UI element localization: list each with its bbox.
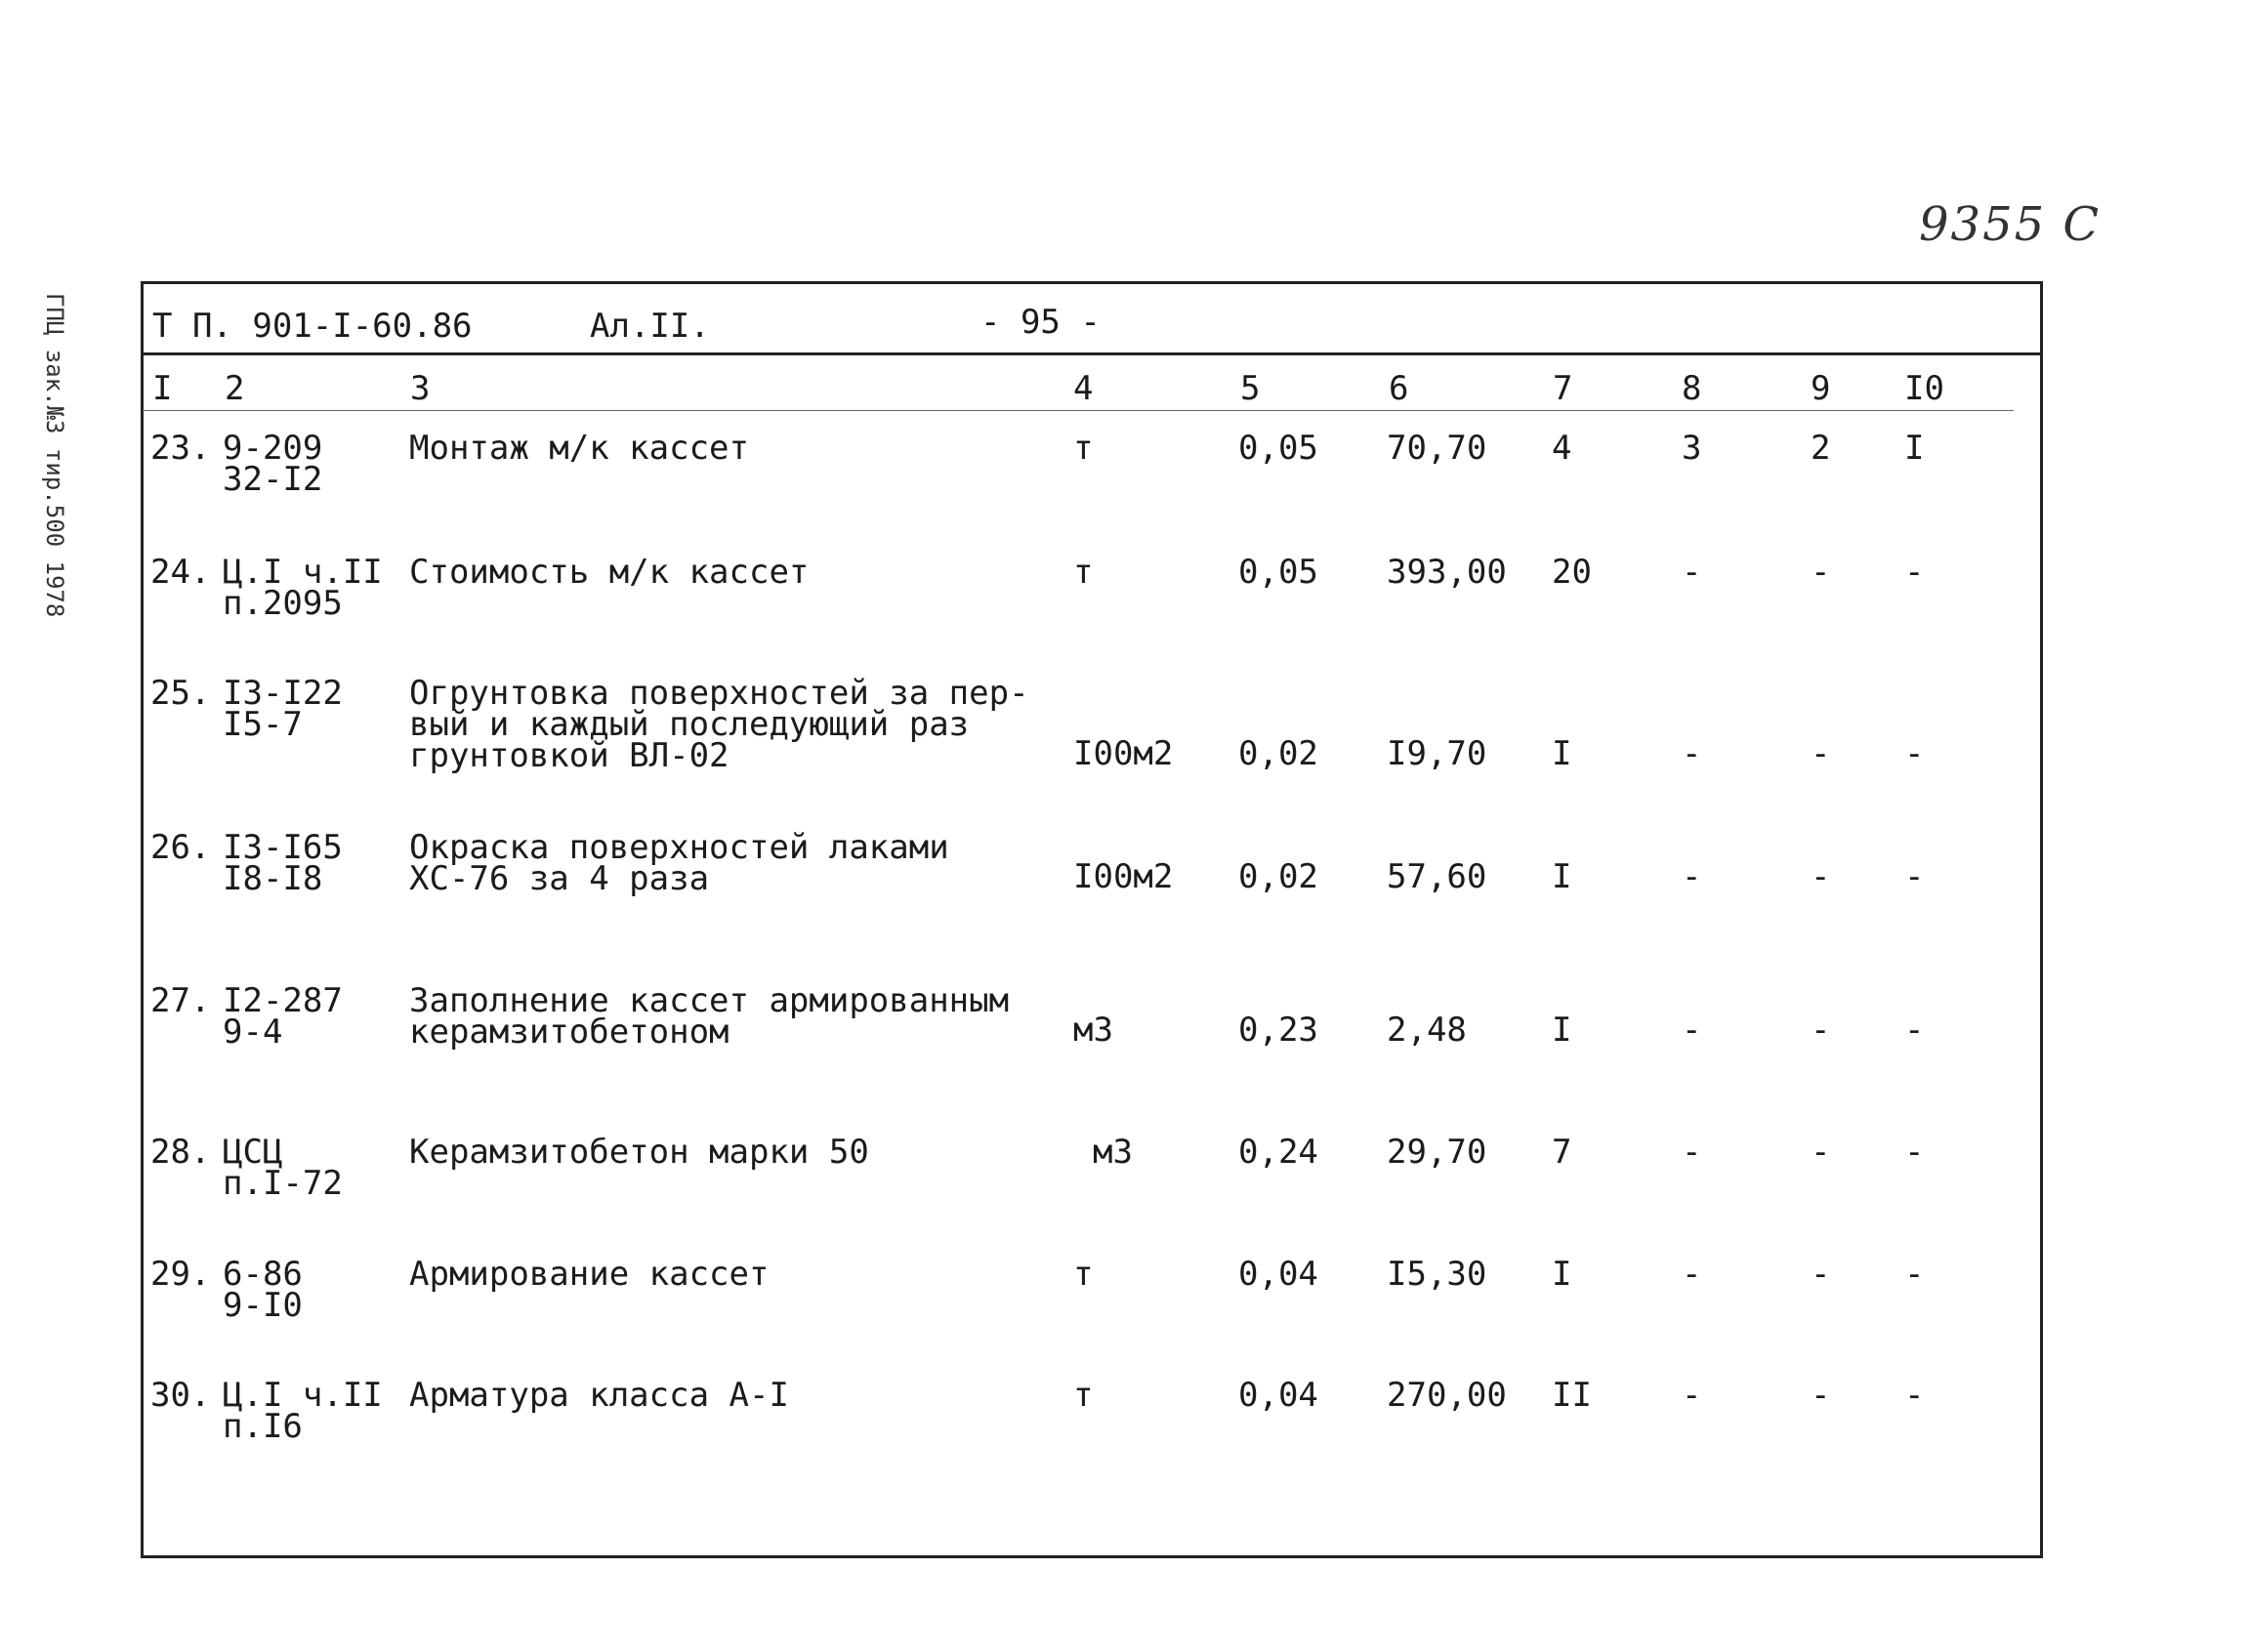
unit-price: 57,60 — [1387, 857, 1487, 896]
column-header-row — [141, 355, 2043, 414]
cell-col9: - — [1811, 857, 1831, 896]
cell-col10: - — [1904, 1133, 1925, 1172]
document-code: Т П. 901-I-60.86 — [152, 307, 473, 346]
cell-col10: - — [1904, 553, 1925, 592]
unit-price: I5,30 — [1387, 1255, 1487, 1294]
unit-price: 29,70 — [1387, 1133, 1487, 1172]
work-name: Арматура класса А-I — [409, 1376, 789, 1415]
row-number: 28. — [150, 1133, 211, 1172]
column-header: 8 — [1682, 369, 1702, 408]
cell-col7: I — [1552, 857, 1572, 896]
unit: т — [1073, 553, 1094, 592]
cell-col7: I — [1552, 1255, 1572, 1294]
cell-col10: I — [1904, 429, 1925, 468]
unit-price: I9,70 — [1387, 734, 1487, 773]
column-header: 2 — [225, 369, 245, 408]
title-row — [141, 281, 2043, 355]
unit: т — [1073, 1376, 1094, 1415]
cell-col8: - — [1682, 553, 1702, 592]
unit: I00м2 — [1073, 857, 1174, 896]
row-number: 29. — [150, 1255, 211, 1294]
work-name: Окраска поверхностей лаками ХС-76 за 4 раза — [409, 828, 949, 898]
cell-col7: 4 — [1552, 429, 1572, 468]
row-number: 25. — [150, 674, 211, 713]
page-number: - 95 - — [980, 303, 1101, 342]
rate-code: Ц.I ч.II п.I6 — [223, 1376, 383, 1446]
cell-col9: - — [1811, 1011, 1831, 1050]
cell-col8: - — [1682, 1133, 1702, 1172]
work-name: Стоимость м/к кассет — [409, 553, 810, 592]
unit-price: 70,70 — [1387, 429, 1487, 468]
rate-code: I3-I22 I5-7 — [223, 674, 343, 744]
cell-col7: 20 — [1552, 553, 1592, 592]
cell-col7: I — [1552, 734, 1572, 773]
quantity: 0,05 — [1238, 429, 1318, 468]
cell-col9: - — [1811, 1255, 1831, 1294]
cell-col10: - — [1904, 1011, 1925, 1050]
quantity: 0,23 — [1238, 1011, 1318, 1050]
unit: т — [1073, 1255, 1094, 1294]
column-header: 7 — [1553, 369, 1573, 408]
table-frame — [141, 281, 2043, 1558]
cell-col8: - — [1682, 1011, 1702, 1050]
cell-col7: I — [1552, 1011, 1572, 1050]
row-number: 30. — [150, 1376, 211, 1415]
quantity: 0,04 — [1238, 1255, 1318, 1294]
cell-col9: - — [1811, 734, 1831, 773]
cell-col9: - — [1811, 1133, 1831, 1172]
quantity: 0,05 — [1238, 553, 1318, 592]
work-name: Огрунтовка поверхностей за пер- вый и каждый последующий раз грунтовкой ВЛ-02 — [409, 674, 1029, 775]
row-number: 26. — [150, 828, 211, 867]
margin-print-note: ГПЦ зак.№3 тир.500 1978 — [41, 293, 68, 618]
row-number: 23. — [150, 429, 211, 468]
cell-col10: - — [1904, 857, 1925, 896]
work-name: Армирование кассет — [409, 1255, 770, 1294]
column-header: 9 — [1811, 369, 1831, 408]
unit: м3 — [1093, 1133, 1133, 1172]
cell-col9: 2 — [1811, 429, 1831, 468]
rate-code: I2-287 9-4 — [223, 981, 343, 1052]
rate-code: 6-86 9-I0 — [223, 1255, 303, 1325]
rate-code: 9-209 32-I2 — [223, 429, 323, 499]
unit-price: 270,00 — [1387, 1376, 1507, 1415]
row-number: 27. — [150, 981, 211, 1020]
column-header: I — [152, 369, 173, 408]
quantity: 0,24 — [1238, 1133, 1318, 1172]
unit-price: 2,48 — [1387, 1011, 1467, 1050]
handwritten-note: 9355 С — [1919, 197, 2102, 252]
cell-col9: - — [1811, 553, 1831, 592]
unit: т — [1073, 429, 1094, 468]
row-number: 24. — [150, 553, 211, 592]
cell-col8: - — [1682, 734, 1702, 773]
work-name: Монтаж м/к кассет — [409, 429, 749, 468]
column-header: 3 — [410, 369, 431, 408]
unit: I00м2 — [1073, 734, 1174, 773]
cell-col9: - — [1811, 1376, 1831, 1415]
rate-code: I3-I65 I8-I8 — [223, 828, 343, 898]
cell-col7: 7 — [1552, 1133, 1572, 1172]
cell-col10: - — [1904, 1255, 1925, 1294]
album-label: Ал.II. — [590, 307, 710, 346]
cell-col8: 3 — [1682, 429, 1702, 468]
column-header: 5 — [1240, 369, 1261, 408]
rate-code: Ц.I ч.II п.2095 — [223, 553, 383, 623]
column-header: 4 — [1073, 369, 1094, 408]
cell-col7: II — [1552, 1376, 1592, 1415]
quantity: 0,02 — [1238, 734, 1318, 773]
quantity: 0,04 — [1238, 1376, 1318, 1415]
quantity: 0,02 — [1238, 857, 1318, 896]
unit: м3 — [1073, 1011, 1113, 1050]
unit-price: 393,00 — [1387, 553, 1507, 592]
cell-col10: - — [1904, 1376, 1925, 1415]
cell-col8: - — [1682, 1255, 1702, 1294]
column-header: 6 — [1389, 369, 1409, 408]
work-name: Керамзитобетон марки 50 — [409, 1133, 869, 1172]
cell-col8: - — [1682, 1376, 1702, 1415]
column-header: I0 — [1904, 369, 1944, 408]
cell-col10: - — [1904, 734, 1925, 773]
cell-col8: - — [1682, 857, 1702, 896]
rate-code: ЦСЦ п.I-72 — [223, 1133, 343, 1203]
work-name: Заполнение кассет армированным керамзитобетоном — [409, 981, 1010, 1052]
